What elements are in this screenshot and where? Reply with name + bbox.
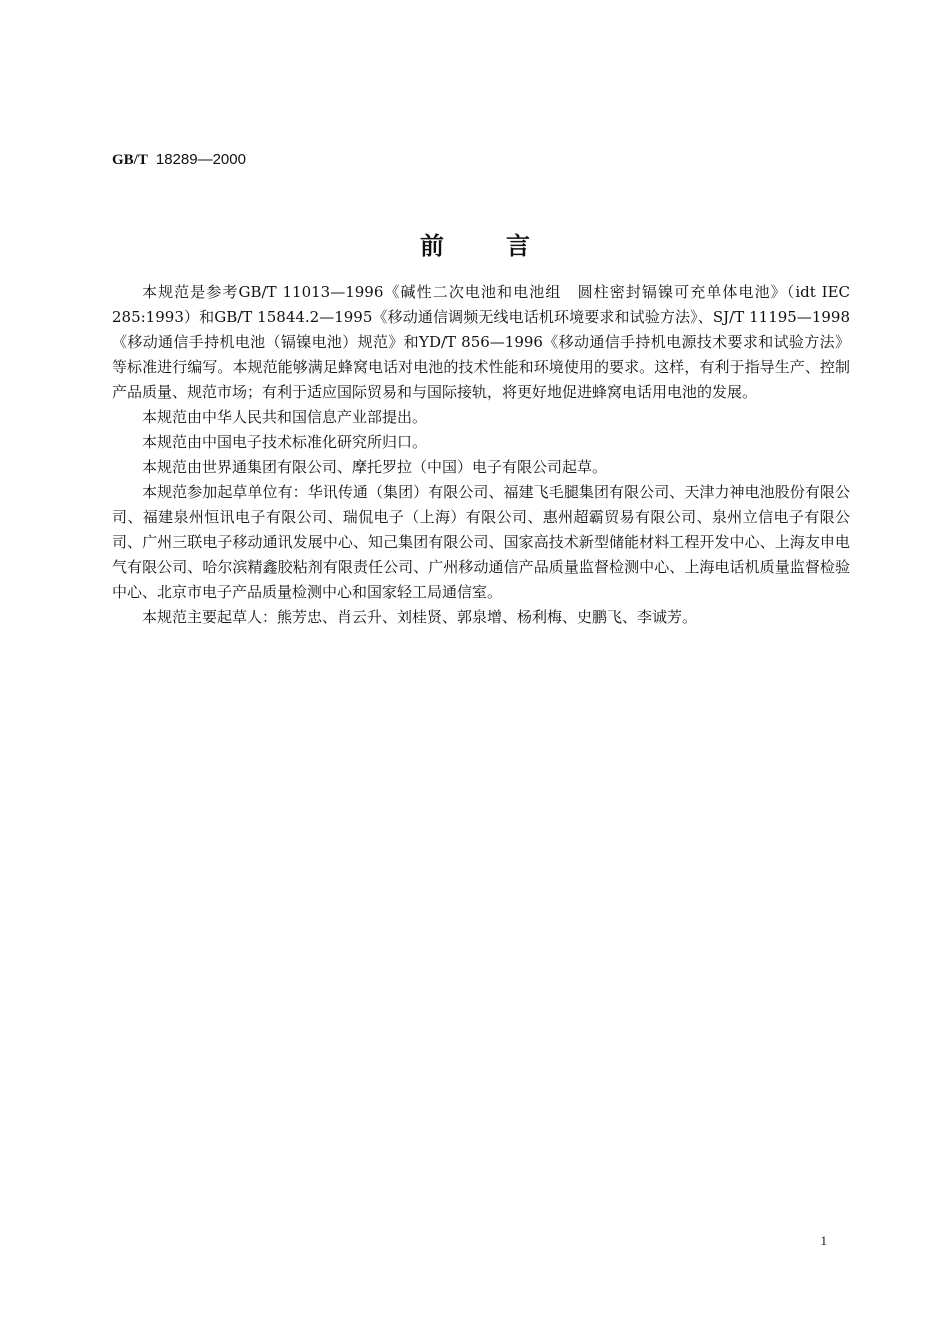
paragraph-centralized-unit: 本规范由中国电子技术标准化研究所归口。 <box>142 433 428 451</box>
paragraph-references: 本规范是参考GB/T 11013—1996《碱性二次电池和电池组 圆柱密封镉镍可充单体电池》（idt IEC 285:1993）和GB/T 15844.2—1995《移动通信调频无线电话机环境要求和试验方法》、SJ/T 11195—1998《移动通信手持机电池（镉镍电池）规范》和YD/T 856—1996《移动通信手持机电源技术要求和试验方法》等标准进行编写。本规范能够满足蜂窝电话对电池的技术性能和环境使用的要求。这样，有利于指导生产、控制产品质量、规范市场；有利于适应国际贸易和与国际接轨，将更好地促进蜂窝电话用电池的发展。 <box>112 283 850 401</box>
foreword-body <box>112 280 850 630</box>
paragraph-main-drafters: 本规范主要起草人：熊芳忠、肖云升、刘桂贤、郭泉增、杨利梅、史鹏飞、李诚芳。 <box>142 608 698 626</box>
page-title: 前言 <box>420 231 592 260</box>
paragraph-drafters: 本规范由世界通集团有限公司、摩托罗拉（中国）电子有限公司起草。 <box>142 458 608 476</box>
standard-number: 18289—2000 <box>155 151 246 168</box>
paragraph-participating-units: 本规范参加起草单位有：华讯传通（集团）有限公司、福建飞毛腿集团有限公司、天津力神电池股份有限公司、福建泉州恒讯电子有限公司、瑞侃电子（上海）有限公司、惠州超霸贸易有限公司、泉州立信电子有限公司、广州三联电子移动通讯发展中心、知己集团有限公司、国家高技术新型储能材料工程开发中心、上海友申电气有限公司、哈尔滨精鑫胶粘剂有限责任公司、广州移动通信产品质量监督检测中心、上海电话机质量监督检验中心、北京市电子产品质量检测中心和国家轻工局通信室。 <box>112 483 850 601</box>
standard-code <box>112 150 246 169</box>
paragraph-proposer: 本规范由中华人民共和国信息产业部提出。 <box>142 408 428 426</box>
standard-prefix: GB/T <box>112 152 148 168</box>
page-number: 1 <box>820 1233 827 1248</box>
